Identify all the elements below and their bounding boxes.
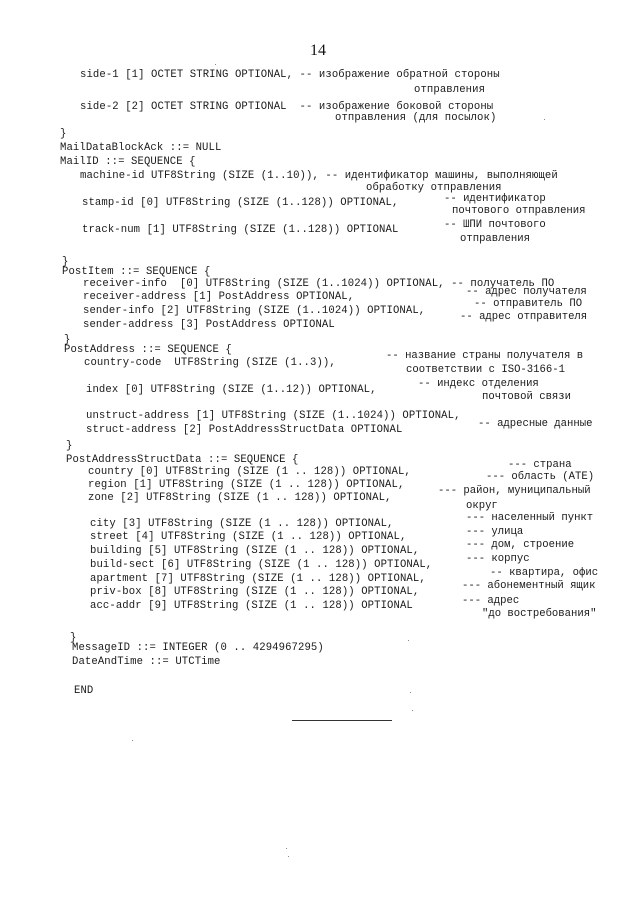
comment-line: --- дом, строение [466,539,575,551]
code-line: receiver-info [0] UTF8String (SIZE (1..1024)) OPTIONAL, -- получатель ПО [83,278,555,290]
code-line: sender-address [3] PostAddress OPTIONAL [83,319,335,331]
code-line: sender-info [2] UTF8String (SIZE (1..1024)) OPTIONAL, [83,305,426,317]
code-line: PostAddress ::= SEQUENCE { [64,344,232,356]
comment-line: -- адрес отправителя [460,311,588,323]
comment-line: --- область (АТЕ) [486,471,595,483]
code-line: side-1 [1] OCTET STRING OPTIONAL, -- изображение обратной стороны [80,69,500,81]
code-line: } [64,334,71,346]
code-line: MailID ::= SEQUENCE { [60,156,196,168]
scan-speck [215,64,216,65]
comment-line: -- идентификатор [444,193,546,205]
comment-line: --- адрес [462,595,520,607]
code-line: } [62,256,69,268]
comment-line: -- адресные данные [478,418,593,430]
comment-line: -- адрес получателя [466,286,587,298]
comment-line: -- индекс отделения [418,378,539,390]
comment-line: почтового отправления [452,205,586,217]
code-line: DateAndTime ::= UTCTime [72,656,221,668]
comment-line: -- название страны получателя в [386,350,584,362]
comment-line: --- страна [508,459,572,471]
comment-line: "до востребования" [482,608,597,620]
scan-speck [412,710,413,711]
comment-line: отправления [460,233,530,245]
code-line: apartment [7] UTF8String (SIZE (1 .. 128)) OPTIONAL, [90,573,426,585]
scan-speck [288,856,289,857]
code-line: PostItem ::= SEQUENCE { [62,266,211,278]
scan-speck [132,740,133,741]
code-line: END [74,685,94,697]
code-line: } [70,632,77,644]
code-line: MessageID ::= INTEGER (0 .. 4294967295) [72,642,324,654]
code-line: street [4] UTF8String (SIZE (1 .. 128)) OPTIONAL, [90,531,407,543]
comment-line: -- ШПИ почтового [444,219,546,231]
code-line: zone [2] UTF8String (SIZE (1 .. 128)) OPTIONAL, [88,492,392,504]
comment-line: почтовой связи [482,391,572,403]
code-line: track-num [1] UTF8String (SIZE (1..128)) OPTIONAL [82,224,399,236]
code-line: index [0] UTF8String (SIZE (1..12)) OPTIONAL, [86,384,377,396]
comment-line: соответствии с ISO-3166-1 [406,364,565,376]
comment-line: --- корпус [466,553,530,565]
scan-speck [410,692,411,693]
code-line: acc-addr [9] UTF8String (SIZE (1 .. 128)) OPTIONAL [90,600,413,612]
code-line: unstruct-address [1] UTF8String (SIZE (1..1024)) OPTIONAL, [86,410,461,422]
comment-line: обработку отправления [366,182,502,194]
code-line: PostAddressStructData ::= SEQUENCE { [66,454,299,466]
scan-speck [544,119,545,120]
comment-line: --- населенный пункт [466,512,594,524]
code-line: receiver-address [1] PostAddress OPTIONAL, [83,291,355,303]
end-rule [292,720,392,721]
comment-line: --- улица [466,526,524,538]
code-line: building [5] UTF8String (SIZE (1 .. 128)) OPTIONAL, [90,545,420,557]
code-line: MailDataBlockAck ::= NULL [60,142,222,154]
comment-line: округ [466,500,498,512]
scan-speck [408,640,409,641]
code-line: country-code UTF8String (SIZE (1..3)), [84,357,336,369]
code-line: build-sect [6] UTF8String (SIZE (1 .. 128)) OPTIONAL, [90,559,433,571]
code-line: city [3] UTF8String (SIZE (1 .. 128)) OPTIONAL, [90,518,394,530]
code-line: priv-box [8] UTF8String (SIZE (1 .. 128)) OPTIONAL, [90,586,420,598]
scan-speck [286,848,287,849]
comment-line: -- отправитель ПО [474,298,583,310]
comment-line: --- район, муниципальный [438,485,591,497]
code-line: side-2 [2] OCTET STRING OPTIONAL -- изображение боковой стороны [80,101,494,113]
comment-line: отправления [414,84,486,96]
code-line: struct-address [2] PostAddressStructData OPTIONAL [86,424,403,436]
comment-line: --- абонементный ящик [462,580,596,592]
page-number: 14 [310,42,326,59]
code-line: region [1] UTF8String (SIZE (1 .. 128)) OPTIONAL, [88,479,405,491]
code-line: stamp-id [0] UTF8String (SIZE (1..128)) OPTIONAL, [82,197,399,209]
code-line: country [0] UTF8String (SIZE (1 .. 128)) OPTIONAL, [88,466,411,478]
code-line: } [60,128,67,140]
comment-line: отправления (для посылок) [335,112,497,124]
code-line: machine-id UTF8String (SIZE (1..10)), -- идентификатор машины, выполняющей [80,170,558,182]
comment-line: -- квартира, офис [490,567,599,579]
code-line: } [66,440,73,452]
